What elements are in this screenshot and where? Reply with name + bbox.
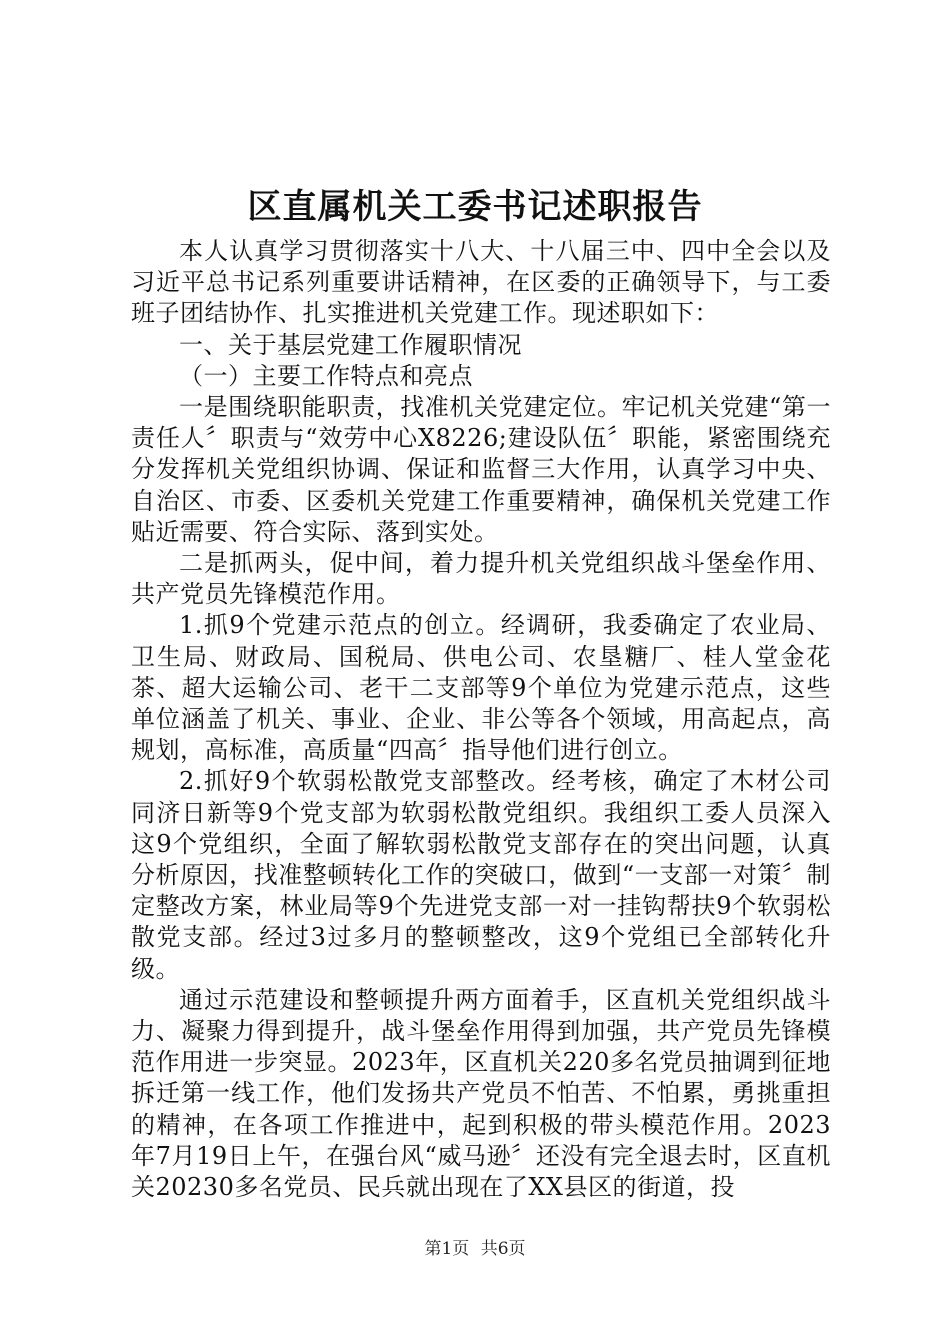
page-footer — [0, 1238, 950, 1260]
subsection-heading: （一）主要工作特点和亮点 — [179, 361, 473, 390]
page-total: 共6页 — [480, 1239, 526, 1259]
paragraph-intro: 本人认真学习贯彻落实十八大、十八届三中、四中全会以及习近平总书记系列重要讲话精神，在区委的正确领导下，与工委班子团结协作、扎实推进机关党建工作。现述职如下： — [131, 237, 831, 328]
document-body — [131, 236, 831, 1203]
page-number: 第1页 — [424, 1239, 470, 1259]
document-title: 区直属机关工委书记述职报告 — [247, 187, 703, 227]
paragraph-point-two: 二是抓两头，促中间，着力提升机关党组织战斗堡垒作用、共产党员先锋模范作用。 — [131, 549, 831, 609]
section-heading: 一、关于基层党建工作履职情况 — [179, 330, 522, 359]
paragraph-item-2: 2.抓好9个软弱松散党支部整改。经考核，确定了木材公司同济日新等9个党支部为软弱松散党组织。我组织工委人员深入这9个党组织，全面了解软弱松散党支部存在的突出问题，认真分析原因，找准整顿转化工作的突破口，做到“一支部一对策〞制定整改方案，林业局等9个先进党支部一对一挂钩帮扶9个软弱松散党支部。经过3过多月的整顿整改，这9个党组已全部转化升级。 — [131, 767, 831, 983]
paragraph-item-1: 1.抓9个党建示范点的创立。经调研，我委确定了农业局、卫生局、财政局、国税局、供电公司、农垦糖厂、桂人堂金花茶、超大运输公司、老干二支部等9个单位为党建示范点，这些单位涵盖了机关、事业、企业、非公等各个领域，用高起点，高规划，高标准，高质量“四高〞指导他们进行创立。 — [131, 611, 831, 765]
paragraph-summary: 通过示范建设和整顿提升两方面着手，区直机关党组织战斗力、凝聚力得到提升，战斗堡垒作用得到加强，共产党员先锋模范作用进一步突显。2023年，区直机关220多名党员抽调到征地拆迁第一线工作，他们发扬共产党员不怕苦、不怕累，勇挑重担的精神，在各项工作推进中，起到积极的带头模范作用。2023年7月19日上午，在强台风“威马逊〞还没有完全退去时，区直机关20230多名党员、民兵就出现在了XX县区的街道，投 — [131, 985, 831, 1202]
paragraph-point-one: 一是围绕职能职责，找准机关党建定位。牢记机关党建“第一责任人〞职责与“效劳中心X8226;建设队伍〞职能，紧密围绕充分发挥机关党组织协调、保证和监督三大作用，认真学习中央、自治区、市委、区委机关党建工作重要精神，确保机关党建工作贴近需要、符合实际、落到实处。 — [131, 393, 831, 546]
